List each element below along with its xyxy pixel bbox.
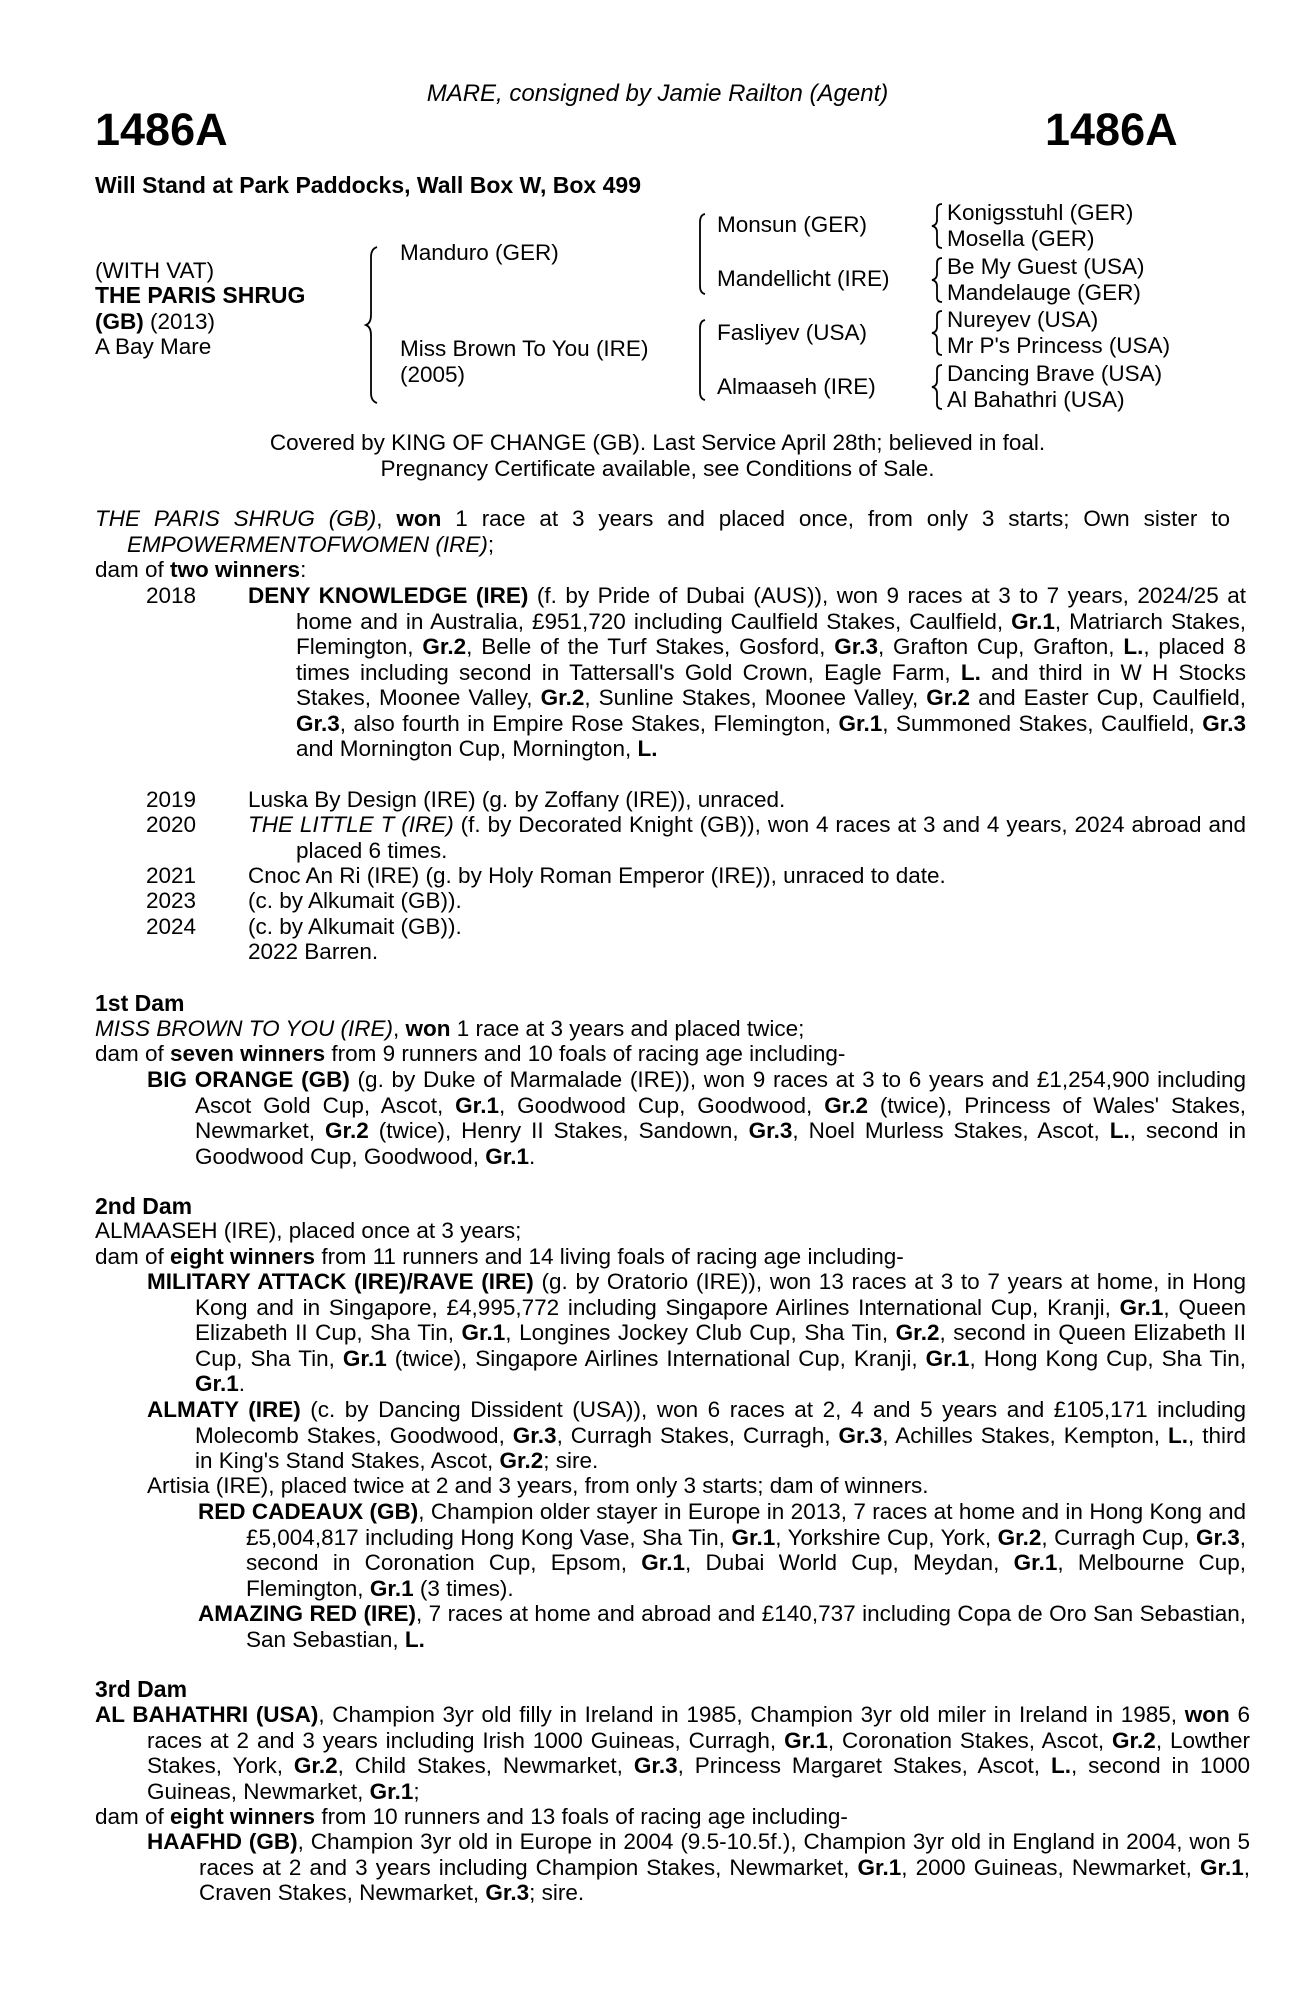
pedigree-dam-sire: Fasliyev (USA): [717, 320, 868, 345]
pregnancy-note: Pregnancy Certificate available, see Conditions of Sale.: [380, 456, 935, 481]
pedigree-sire-dam: Mandellicht (IRE): [717, 266, 890, 291]
runner-name: BIG ORANGE (GB): [147, 1067, 350, 1092]
pedigree-g4: Mandelauge (GER): [947, 280, 1141, 305]
second-dam-summary: ALMAASEH (IRE), placed once at 3 years;: [95, 1218, 522, 1243]
foal-entry-3: THE LITTLE T (IRE) (f. by Decorated Knight (GB)), won 4 races at 3 and 4 years, 2024 abroad and placed 6 times.: [248, 812, 1246, 863]
haafhd-entry: HAAFHD (GB), Champion 3yr old in Europe in 2004 (9.5-10.5f.), Champion 3yr old in England in 2004, won 5 races at 2 and 3 years including Champion Stakes, Newmarket, Gr.1, 2000 Guineas, Newmarket, Gr.1, Craven Stakes, Newmarket, Gr.3; sire.: [147, 1829, 1251, 1905]
pedigree-bracket-main: [365, 245, 395, 405]
big-orange-entry: BIG ORANGE (GB) (g. by Duke of Marmalade (IRE)), won 9 races at 3 to 6 years and £1,254,900 including Ascot Gold Cup, Ascot, Gr.1, Goodwood Cup, Goodwood, Gr.2 (twice), Princess of Wales' Stakes, Newmarket, Gr.2 (twice), Henry II Stakes, Sandown, Gr.3, Noel Murless Stakes, Ascot, L., second in Goodwood Cup, Goodwood, Gr.1.: [147, 1067, 1246, 1169]
pedigree-sire: Manduro (GER): [400, 240, 559, 265]
horse-origin: (GB): [95, 309, 144, 334]
runner-name: MILITARY ATTACK (IRE)/RAVE (IRE): [147, 1269, 534, 1294]
first-dam-produce: dam of seven winners from 9 runners and 10 foals of racing age including-: [95, 1041, 846, 1066]
foal-year: 2018: [146, 583, 197, 608]
third-dam-produce: dam of eight winners from 10 runners and 13 foals of racing age including-: [95, 1804, 848, 1829]
barren-note: 2022 Barren.: [248, 939, 379, 964]
pedigree-g1: Konigsstuhl (GER): [947, 200, 1134, 225]
mare-text: 1 race at 3 years and placed once, from only 3 starts; Own sister to: [441, 506, 1230, 531]
foal-year: 2021: [146, 863, 197, 888]
foal-year: 2019: [146, 787, 197, 812]
consignment-subtitle: MARE, consigned by Jamie Railton (Agent): [426, 80, 889, 107]
pedigree-bracket-dam: [695, 318, 715, 402]
foal-name: THE LITTLE T (IRE): [248, 812, 454, 837]
third-dam-name: AL BAHATHRI (USA): [95, 1702, 319, 1727]
mare-dam-of: [95, 557, 306, 583]
foal-year: 2024: [146, 914, 197, 939]
artisia-entry: Artisia (IRE), placed twice at 2 and 3 years, from only 3 starts; dam of winners.: [147, 1473, 929, 1498]
pedigree-dam-dam: Almaaseh (IRE): [717, 374, 876, 399]
foal-entry-1: DENY KNOWLEDGE (IRE) (f. by Pride of Dubai (AUS)), won 9 races at 3 to 7 years, 2024/25 at home and in Australia, £951,720 including Caulfield Stakes, Caulfield, Gr.1, Matriarch Stakes, Flemington, Gr.2, Belle of the Turf Stakes, Gosford, Gr.3, Grafton Cup, Grafton, L., placed 8 times including second in Tattersall's Gold Crown, Eagle Farm, L. and third in W H Stocks Stakes, Moonee Valley, Gr.2, Sunline Stakes, Moonee Valley, Gr.2 and Easter Cup, Caulfield, Gr.3, also fourth in Empire Rose Stakes, Flemington, Gr.1, Summoned Stakes, Caulfield, Gr.3 and Mornington Cup, Mornington, L.: [248, 583, 1247, 761]
runner-name: ALMATY (IRE): [147, 1397, 301, 1422]
pedigree-g8: Al Bahathri (USA): [947, 387, 1125, 412]
amazing-red-entry: AMAZING RED (IRE), 7 races at home and abroad and £140,737 including Copa de Oro San Sebastian, San Sebastian, L.: [198, 1601, 1246, 1652]
third-dam-summary: AL BAHATHRI (USA), Champion 3yr old filly in Ireland in 1985, Champion 3yr old miler in Ireland in 1985, won 6 races at 2 and 3 years including Irish 1000 Guineas, Curragh, Gr.1, Coronation Stakes, Ascot, Gr.2, Lowther Stakes, York, Gr.2, Child Stakes, Newmarket, Gr.3, Princess Margaret Stakes, Ascot, L., second in 1000 Guineas, Newmarket, Gr.1;: [95, 1702, 1251, 1804]
colon: :: [300, 557, 307, 582]
pedigree-g6: Mr P's Princess (USA): [947, 333, 1171, 358]
dam-of-label: dam of: [95, 557, 171, 582]
mare-winners: two winners: [170, 557, 301, 582]
horse-year: (2013): [150, 309, 216, 334]
foal-year: 2020: [146, 812, 197, 837]
horse-description: A Bay Mare: [95, 334, 212, 359]
mare-summary: THE PARIS SHRUG (GB), won 1 race at 3 years and placed once, from only 3 starts; Own sister to EMPOWERMENTOFWOMEN (IRE);: [95, 506, 1230, 557]
foal-entry-6: (c. by Alkumait (GB)).: [248, 914, 462, 939]
pedigree-bracket-sire: [695, 212, 715, 296]
first-dam-heading: 1st Dam: [95, 990, 185, 1016]
horse-name: THE PARIS SHRUG: [95, 282, 306, 308]
pedigree-sire-sire: Monsun (GER): [717, 212, 868, 237]
first-dam-summary: MISS BROWN TO YOU (IRE), won 1 race at 3 years and placed twice;: [95, 1016, 805, 1041]
lot-number-left: 1486A: [95, 104, 228, 155]
second-dam-heading: 2nd Dam: [95, 1193, 193, 1219]
foal-entry-2: Luska By Design (IRE) (g. by Zoffany (IRE)), unraced.: [248, 787, 786, 812]
mare-sister: EMPOWERMENTOFWOMEN (IRE): [127, 531, 488, 557]
pedigree-dam-year: (2005): [400, 362, 466, 387]
mare-text-end: ;: [487, 531, 495, 557]
military-attack-entry: MILITARY ATTACK (IRE)/RAVE (IRE) (g. by Oratorio (IRE)), won 13 races at 3 to 7 years at home, in Hong Kong and in Singapore, £4,995,772 including Singapore Airlines International Cup, Kranji, Gr.1, Queen Elizabeth II Cup, Sha Tin, Gr.1, Longines Jockey Club Cup, Sha Tin, Gr.2, second in Queen Elizabeth II Cup, Sha Tin, Gr.1 (twice), Singapore Airlines International Cup, Kranji, Gr.1, Hong Kong Cup, Sha Tin, Gr.1.: [147, 1269, 1247, 1396]
pedigree-g3: Be My Guest (USA): [947, 254, 1145, 279]
horse-origin-year: [95, 309, 215, 335]
red-cadeaux-entry: RED CADEAUX (GB), Champion older stayer in Europe in 2013, 7 races at home and in Hong Kong and £5,004,817 including Hong Kong Vase, Sha Tin, Gr.1, Yorkshire Cup, York, Gr.2, Curragh Cup, Gr.3, second in Coronation Cup, Epsom, Gr.1, Dubai World Cup, Meydan, Gr.1, Melbourne Cup, Flemington, Gr.1 (3 times).: [198, 1499, 1247, 1601]
runner-name: HAAFHD (GB): [147, 1829, 298, 1854]
first-dam-name: MISS BROWN TO YOU (IRE): [95, 1016, 393, 1041]
mare-name: THE PARIS SHRUG (GB): [95, 506, 377, 531]
mare-won: won: [396, 506, 442, 531]
vat-note: (WITH VAT): [95, 258, 215, 283]
stand-location: Will Stand at Park Paddocks, Wall Box W, Box 499: [95, 172, 641, 198]
foal-entry-5: (c. by Alkumait (GB)).: [248, 888, 462, 913]
pedigree-g2: Mosella (GER): [947, 226, 1095, 251]
second-dam-produce: dam of eight winners from 11 runners and 14 living foals of racing age including-: [95, 1244, 904, 1269]
pedigree-g7: Dancing Brave (USA): [947, 361, 1163, 386]
foal-name: DENY KNOWLEDGE (IRE): [248, 583, 529, 608]
runner-name: RED CADEAUX (GB): [198, 1499, 419, 1524]
foal-year: 2023: [146, 888, 197, 913]
lot-number-right: 1486A: [1045, 104, 1178, 155]
pedigree-dam: Miss Brown To You (IRE): [400, 336, 649, 361]
pedigree-g5: Nureyev (USA): [947, 307, 1099, 332]
covered-note: Covered by KING OF CHANGE (GB). Last Service April 28th; believed in foal.: [269, 430, 1046, 455]
almaty-entry: ALMATY (IRE) (c. by Dancing Dissident (USA)), won 6 races at 2, 4 and 5 years and £105,171 including Molecomb Stakes, Goodwood, Gr.3, Curragh Stakes, Curragh, Gr.3, Achilles Stakes, Kempton, L., third in King's Stand Stakes, Ascot, Gr.2; sire.: [147, 1397, 1246, 1473]
foal-entry-4: Cnoc An Ri (IRE) (g. by Holy Roman Emperor (IRE)), unraced to date.: [248, 863, 946, 888]
runner-name: AMAZING RED (IRE): [198, 1601, 416, 1626]
third-dam-heading: 3rd Dam: [95, 1676, 188, 1702]
